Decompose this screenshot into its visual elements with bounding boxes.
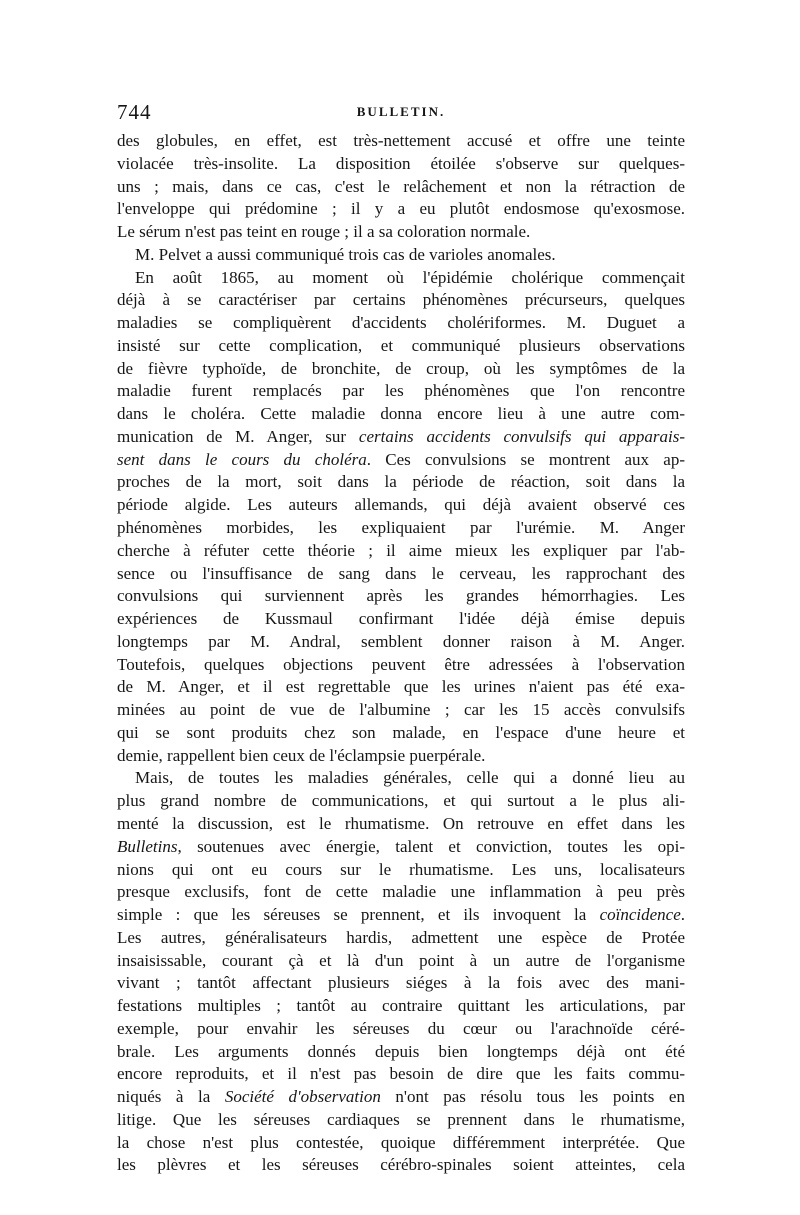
italic-run: Bulletins [117,836,178,856]
text-line: la chose n'est plus contestée, quoique différemment interprétée. Que [117,1132,685,1152]
text-run: niqués à la [117,1087,225,1107]
text-line: M. Pelvet a aussi communiqué trois cas de varioles anomales. [135,244,556,264]
text-line: déjà à se caractériser par certains phénomènes précurseurs, quelques [117,290,685,310]
italic-run: sent dans le cours du choléra [117,449,367,469]
italic-run: Société d'observation [224,1087,381,1107]
text-line [117,449,685,472]
text-run: simple : que les séreuses se prennent, et ils invoquent la [117,905,600,925]
body-text [117,130,685,1177]
text-line: Les autres, généralisateurs hardis, admettent une espèce de Protée [117,927,685,947]
text-line: festations multiples ; tantôt au contraire quittant les articulations, par [117,996,685,1016]
text-line: exemple, pour envahir les séreuses du cœur ou l'arachnoïde céré- [117,1018,685,1038]
text-line: plus grand nombre de communications, et qui surtout a le plus ali- [117,791,685,811]
text-run: . Ces convulsions se montrent aux ap- [366,449,685,469]
text-line: Toutefois, quelques objections peuvent être adressées à l'observation [117,654,685,674]
italic-run: coïncidence [599,905,681,925]
text-line: des globules, en effet, est très-nettement accusé et offre une teinte [117,131,685,150]
text-line: période algide. Les auteurs allemands, qui déjà avaient observé ces [117,495,685,515]
text-run: munication de M. Anger, sur [117,426,359,446]
text-line: convulsions qui surviennent après les grandes hémorrhagies. Les [117,586,685,606]
text-line: phénomènes morbides, les expliquaient par l'urémie. M. Anger [117,518,685,538]
text-line: dans le choléra. Cette maladie donna encore lieu à une autre com- [117,404,685,424]
italic-run: certains accidents convulsifs qui apparais- [358,426,685,446]
text-line: litige. Que les séreuses cardiaques se prennent dans le rhumatisme, [117,1109,685,1129]
text-line: longtemps par M. Andral, semblent donner raison à M. Anger. [117,631,685,651]
text-line: nions qui ont eu cours sur le rhumatisme. Les uns, localisateurs [117,859,685,879]
text-line: insaisissable, courant çà et là d'un point à un autre de l'organisme [117,950,685,970]
text-line: demie, rappellent bien ceux de l'éclampsie puerpérale. [117,745,486,765]
text-line: vivant ; tantôt affectant plusieurs siéges à la fois avec des mani- [117,973,685,993]
text-run: , soutenues avec énergie, talent et conviction, toutes les opi- [177,836,685,856]
text-line [117,836,685,859]
text-line: l'enveloppe qui prédomine ; il y a eu plutôt endosmose qu'exosmose. [117,199,685,219]
text-line: de fièvre typhoïde, de bronchite, de croup, où les symptômes de la [117,358,685,378]
text-line: expériences de Kussmaul confirmant l'idée déjà émise depuis [117,609,685,629]
running-head: BULLETIN. [356,104,446,119]
text-run: n'ont pas résolu tous les points en [380,1087,685,1107]
text-line: maladie furent remplacés par les phénomènes que l'on rencontre [117,381,685,401]
text-line: violacée très-insolite. La disposition étoilée s'observe sur quelques- [117,153,685,173]
page-header [117,100,685,126]
text-line [117,426,685,449]
text-line: cherche à réfuter cette théorie ; il aime mieux les expliquer par l'ab- [117,540,685,560]
text-line: brale. Les arguments donnés depuis bien longtemps déjà ont été [117,1041,685,1061]
text-line: uns ; mais, dans ce cas, c'est le relâchement et non la rétraction de [117,176,685,196]
text-line: proches de la mort, soit dans la période de réaction, soit dans la [117,472,685,492]
text-line [117,904,685,927]
text-line: minées au point de vue de l'albumine ; car les 15 accès convulsifs [117,700,685,720]
text-line: menté la discussion, est le rhumatisme. On retrouve en effet dans les [117,813,685,833]
text-line: insisté sur cette complication, et communiqué plusieurs observations [117,335,685,355]
text-line: Le sérum n'est pas teint en rouge ; il a sa coloration normale. [117,222,531,242]
text-line: qui se sont produits chez son malade, en l'espace d'une heure et [117,722,685,742]
text-run: . [680,905,685,925]
text-line: encore reproduits, et il n'est pas besoin de dire que les faits commu- [117,1064,685,1084]
text-line [117,1086,685,1109]
text-line: sence ou l'insuffisance de sang dans le cerveau, les rapprochant des [117,563,685,583]
text-line: les plèvres et les séreuses cérébro-spinales soient atteintes, cela [117,1155,685,1175]
text-line: maladies se compliquèrent d'accidents cholériformes. M. Duguet a [117,313,685,333]
text-line: de M. Anger, et il est regrettable que les urines n'aient pas été exa- [117,677,685,697]
text-line: Mais, de toutes les maladies générales, celle qui a donné lieu au [135,768,685,788]
page-number: 744 [117,100,152,124]
text-line: presque exclusifs, font de cette maladie une inflammation à peu près [117,882,685,902]
text-line: En août 1865, au moment où l'épidémie cholérique commençait [135,267,685,287]
